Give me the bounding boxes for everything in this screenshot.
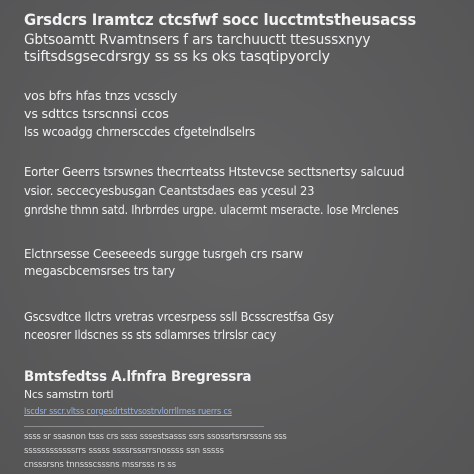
- section-d-line-2: nceosrer Ildscnes ss sts sdlamrses trlrslsr cacy: [24, 328, 277, 342]
- footer-subtitle: Ncs samstrn tortl: [24, 388, 114, 401]
- footer-link[interactable]: Iscdsr sscr.vltss corgesdrtsttvsostrvlorrllrnes ruerrs cs: [24, 407, 232, 417]
- footer-fine-print-3: cnsssrsns tnnssscsssns mssrsss rs ss: [24, 460, 176, 470]
- section-b-line-1: Eorter Geerrs tsrswnes thecrrteatss Htstevcse secttsnertsy salcuud: [24, 165, 405, 179]
- header-tagline: tsiftsdsgsecdrsrgy ss ss ks oks tasqtipyorcly: [24, 49, 330, 65]
- section-b-line-2: vsior. seccecyesbusgan Ceantstsdaes eas ycesul 23: [24, 184, 315, 198]
- section-a-line-1: vos bfrs hfas tnzs vcsscly: [24, 89, 178, 103]
- footer-fine-print-2: ssssssssssssrrs sssss ssssrsssrrsnossss ssn sssss: [24, 446, 224, 456]
- section-a-line-2: vs sdttcs tsrscnnsi ccos: [24, 107, 169, 121]
- footer-fine-print-1: ssss sr ssasnon tsss crs ssss sssestsasss ssrs ssossrtsrsrsssns sss: [24, 432, 287, 442]
- section-c-line-2: megascbcemsrses trs tary: [24, 264, 175, 278]
- header-title: Grsdcrs Iramtcz ctcsfwf socc lucctmtstheusacss: [24, 10, 417, 29]
- section-c-line-1: Elctnrsesse Ceeseeeds surgge tusrgeh crs rsarw: [24, 247, 303, 261]
- section-b-line-3: gnrdshe thmn satd. Ihrbrrdes urgpe. ulacermt mseracte. lose Mrclenes: [24, 203, 399, 217]
- header-subtitle: Gbtsoamtt Rvamtnsers f ars tarchuuctt ttesussxnyy: [24, 32, 371, 48]
- footer-divider: [24, 426, 264, 427]
- section-d-line-1: Gscsvdtce Ilctrs vretras vrcesrpess ssll Bcsscrestfsa Gsy: [24, 310, 334, 324]
- footer-title: Bmtsfedtss A.lfnfra Bregressra: [24, 369, 252, 385]
- section-a-line-3: lss wcoadgg chrnersccdes cfgetelndlselrs: [24, 125, 256, 139]
